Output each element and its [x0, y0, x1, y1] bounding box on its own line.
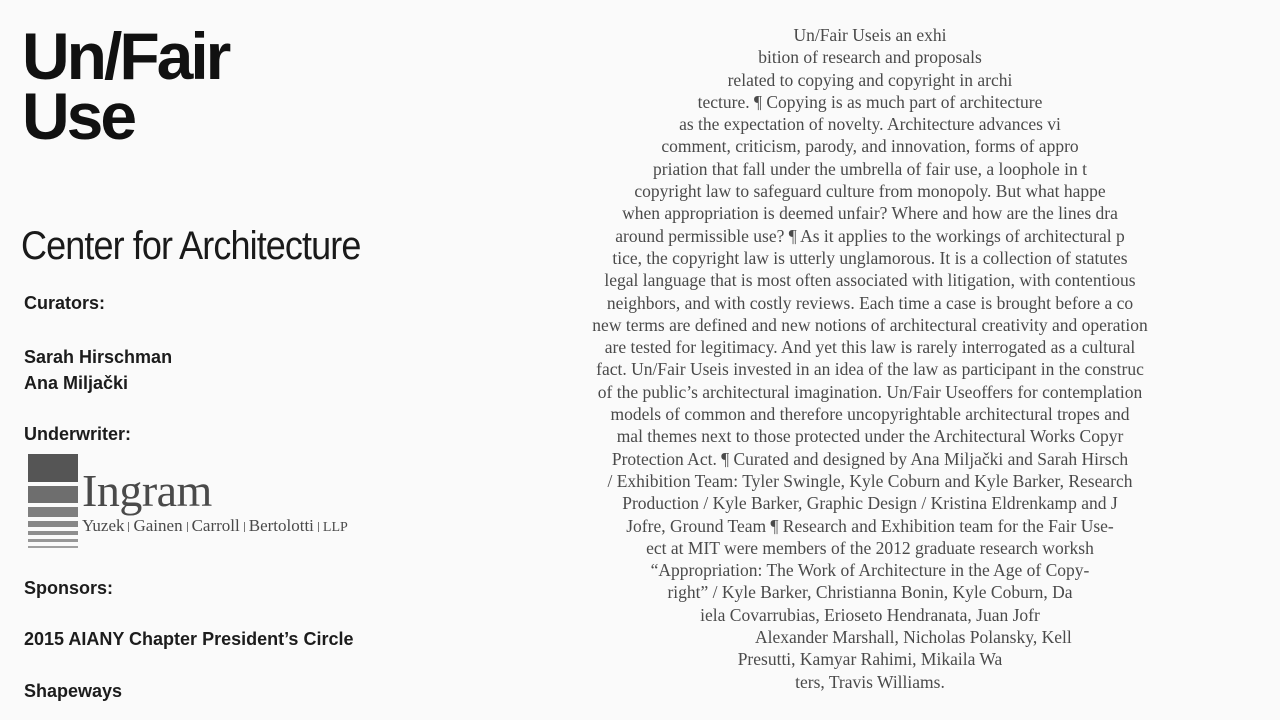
curator-name: Ana Miljački [24, 373, 129, 393]
exhibition-description [500, 24, 1240, 693]
text-line: models of common and therefore uncopyrightable architectural tropes and [610, 404, 1130, 425]
title-line-2: Use [22, 79, 135, 153]
partner-name: Bertolotti [248, 516, 314, 535]
text-line: legal language that is most often associated with litigation, with contentious [604, 270, 1136, 291]
sponsor-name: Shapeways [24, 681, 123, 701]
text-line: ters, Travis Williams. [795, 671, 945, 692]
title-line-1: Un/Fair [22, 19, 229, 93]
venue-name: Center for Architecture [21, 224, 361, 268]
text-line: right” / Kyle Barker, Christianna Bonin, Kyle Coburn, Da [667, 582, 1073, 603]
text-line: Alexander Marshall, Nicholas Polansky, Kell [755, 627, 1072, 648]
partner-name: Yuzek [82, 516, 125, 535]
text-line: mal themes next to those protected under the Architectural Works Copyr [616, 426, 1124, 447]
text-line: tecture. ¶ Copying is as much part of architecture [697, 91, 1043, 112]
text-line: Un/Fair Useis an exhi [793, 25, 947, 45]
text-line: ect at MIT were members of the 2012 graduate research worksh [646, 537, 1094, 558]
text-line: copyright law to safeguard culture from monopoly. But what happe [634, 181, 1106, 202]
partner-name: Gainen [133, 516, 183, 535]
text-line: Jofre, Ground Team ¶ Research and Exhibition team for the Fair Use- [626, 515, 1114, 536]
text-line: “Appropriation: The Work of Architecture in the Age of Copy- [650, 560, 1090, 581]
curator-names [24, 344, 172, 396]
text-line: new terms are defined and new notions of architectural creativity and operation [592, 314, 1148, 335]
text-line: related to copying and copyright in archi [727, 69, 1013, 90]
text-line: fact. Un/Fair Useis invested in an idea of the law as participant in the construc [596, 359, 1144, 380]
text-line: tice, the copyright law is utterly unglamorous. It is a collection of statutes [612, 247, 1128, 268]
text-line: iela Covarrubias, Erioseto Hendranata, Juan Jofr [700, 604, 1040, 625]
curators-label: Curators: [24, 293, 106, 313]
partner-name: Carroll [191, 516, 240, 535]
text-line: Protection Act. ¶ Curated and designed by Ana Miljački and Sarah Hirsch [611, 448, 1129, 469]
text-line: bition of research and proposals [758, 47, 982, 68]
credits-panel [0, 0, 470, 720]
partner-suffix: LLP [322, 520, 348, 535]
text-line: priation that fall under the umbrella of fair use, a loophole in t [653, 158, 1087, 179]
text-line: / Exhibition Team: Tyler Swingle, Kyle Coburn and Kyle Barker, Research [607, 470, 1133, 491]
sponsors-label: Sponsors: [24, 578, 114, 598]
text-line: Presutti, Kamyar Rahimi, Mikaila Wa [737, 649, 1003, 670]
text-line: when appropriation is deemed unfair? Where and how are the lines dra [622, 203, 1118, 224]
ingram-logo [28, 454, 448, 558]
text-line: around permissible use? ¶ As it applies to the workings of architectural p [615, 225, 1125, 246]
ingram-partners [82, 516, 348, 538]
sponsor-name: 2015 AIANY Chapter President’s Circle [24, 629, 354, 649]
text-line: comment, criticism, parody, and innovation, forms of appro [661, 136, 1079, 157]
exhibition-title [22, 19, 229, 153]
ingram-wordmark: Ingram [82, 465, 212, 516]
underwriter-label: Underwriter: [24, 424, 132, 444]
text-line: are tested for legitimacy. And yet this law is rarely interrogated as a cultural [604, 337, 1136, 358]
text-line: as the expectation of novelty. Architecture advances vi [679, 114, 1061, 135]
curator-name: Sarah Hirschman [24, 347, 173, 367]
text-line: Production / Kyle Barker, Graphic Design / Kristina Eldrenkamp and J [622, 493, 1118, 514]
text-line: of the public’s architectural imagination. Un/Fair Useoffers for contemplation [597, 381, 1143, 402]
text-line: neighbors, and with costly reviews. Each time a case is brought before a co [606, 292, 1134, 313]
